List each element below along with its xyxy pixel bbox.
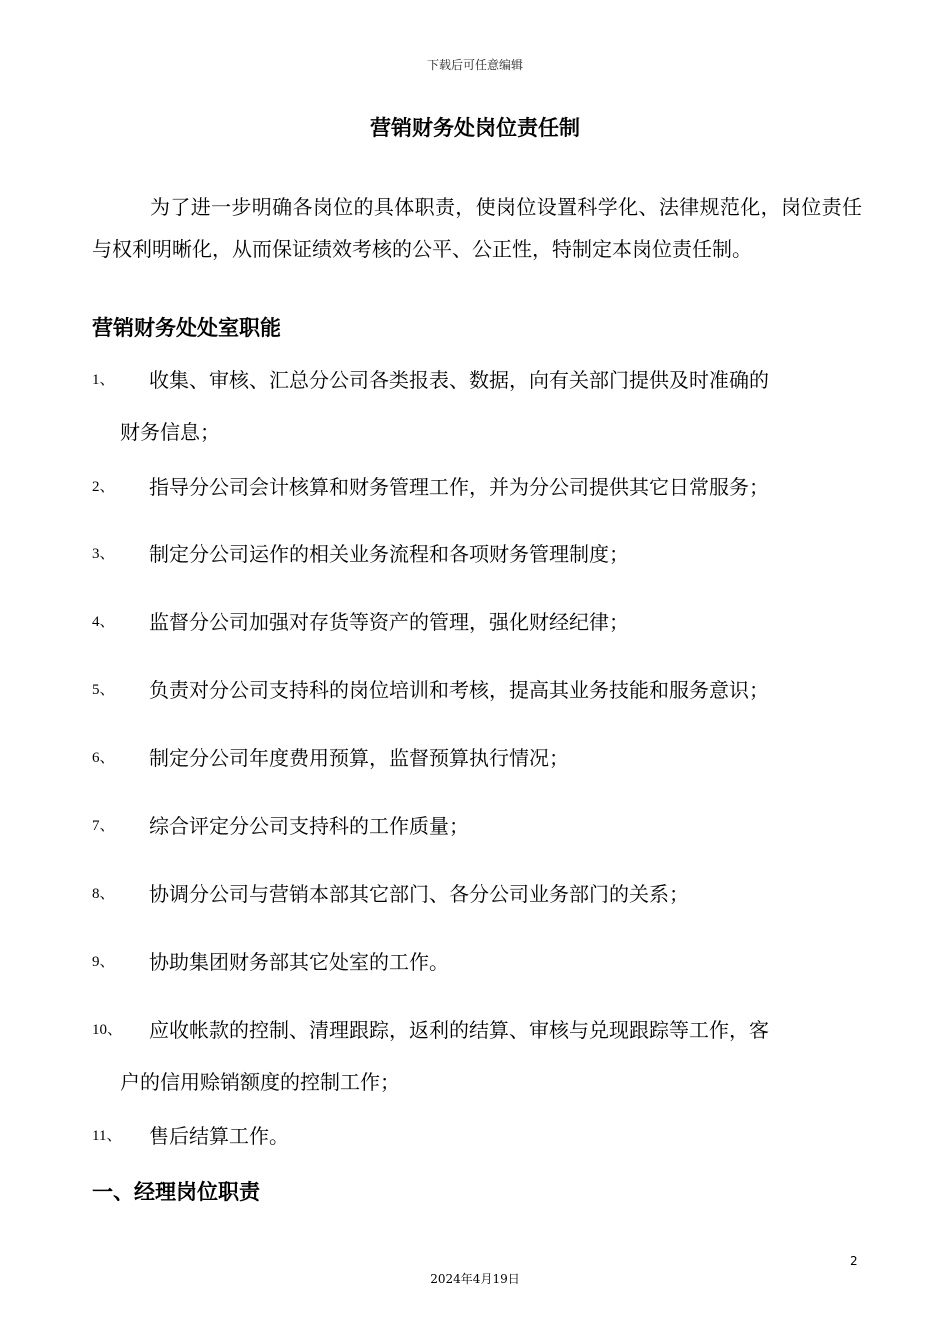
list-item-text: 售后结算工作。	[149, 1124, 289, 1148]
list-item	[92, 743, 862, 773]
list-item	[92, 947, 862, 977]
list-item-text: 收集、审核、汇总分公司各类报表、数据，向有关部门提供及时准确的	[149, 368, 769, 392]
intro-paragraph: 为了进一步明确各岗位的具体职责，使岗位设置科学化、法律规范化，岗位责任与权利明晰化，从而保证绩效考核的公平、公正性，特制定本岗位责任制。	[92, 195, 862, 261]
list-item-number: 1、	[92, 372, 115, 388]
header-note: 下载后可任意编辑	[426, 58, 523, 72]
list-item	[92, 1121, 862, 1151]
footer-date: 2024年4月19日	[430, 1272, 520, 1286]
list-item	[92, 472, 862, 502]
list-item	[92, 539, 862, 569]
list-item-text: 制定分公司年度费用预算，监督预算执行情况；	[149, 746, 569, 770]
page-number: 2	[850, 1254, 858, 1268]
list-item-number: 3、	[92, 546, 115, 562]
list-item	[92, 365, 862, 447]
list-item-text: 监督分公司加强对存货等资产的管理，强化财经纪律；	[149, 610, 629, 634]
section-heading-manager-duties: 一、经理岗位职责	[92, 1179, 260, 1204]
list-item-text: 协调分公司与营销本部其它部门、各分公司业务部门的关系；	[149, 882, 689, 906]
list-item	[92, 811, 862, 841]
list-item-number: 8、	[92, 886, 115, 902]
list-item-text: 制定分公司运作的相关业务流程和各项财务管理制度；	[149, 542, 629, 566]
document-title: 营销财务处岗位责任制	[370, 115, 580, 140]
list-item-continuation: 财务信息；	[120, 420, 220, 444]
list-item-text: 指导分公司会计核算和财务管理工作，并为分公司提供其它日常服务；	[149, 475, 769, 499]
list-item-continuation: 户的信用赊销额度的控制工作；	[120, 1070, 400, 1094]
list-item-number: 11、	[92, 1128, 122, 1144]
section-heading-functions: 营销财务处处室职能	[92, 315, 281, 340]
list-item-number: 2、	[92, 479, 115, 495]
list-item-number: 4、	[92, 614, 115, 630]
list-item-number: 7、	[92, 818, 115, 834]
list-item-text: 负责对分公司支持科的岗位培训和考核，提高其业务技能和服务意识；	[149, 678, 769, 702]
list-item	[92, 1015, 862, 1097]
list-item	[92, 879, 862, 909]
list-item-number: 5、	[92, 682, 115, 698]
list-item-text: 综合评定分公司支持科的工作质量；	[149, 814, 469, 838]
list-item-number: 9、	[92, 954, 115, 970]
list-item	[92, 675, 862, 705]
list-item	[92, 607, 862, 637]
list-item-text: 协助集团财务部其它处室的工作。	[149, 950, 449, 974]
list-item-number: 10、	[92, 1022, 123, 1038]
list-item-number: 6、	[92, 750, 115, 766]
list-item-text: 应收帐款的控制、清理跟踪，返利的结算、审核与兑现跟踪等工作，客	[149, 1018, 769, 1042]
